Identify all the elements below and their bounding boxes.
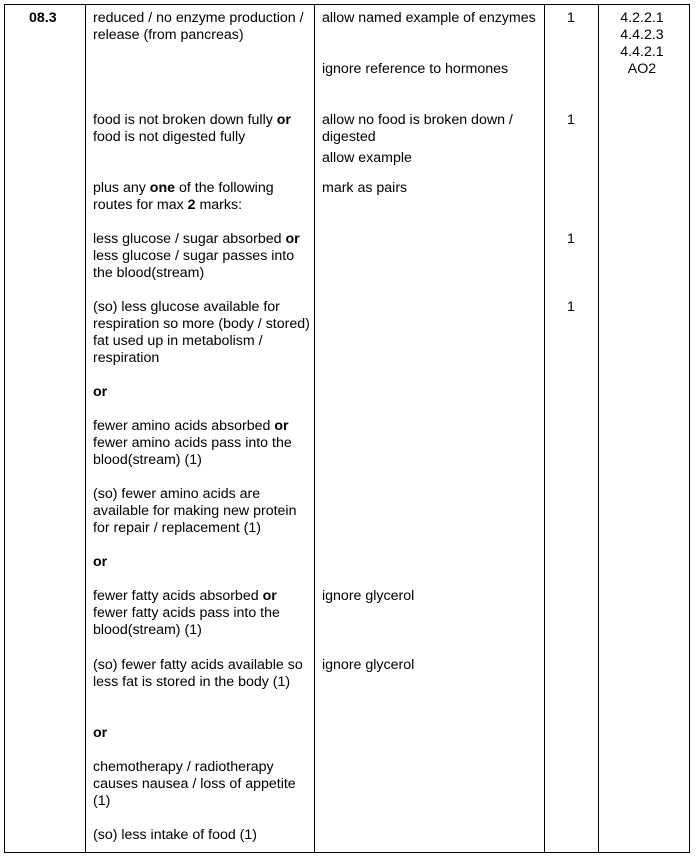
answer-text: less glucose / sugar passes into the blood(stream) xyxy=(93,248,295,281)
answer-point xyxy=(93,10,313,44)
emphasis-text: 2 xyxy=(187,197,196,213)
guidance-note: mark as pairs xyxy=(322,180,408,196)
spec-reference: 4.4.2.3 xyxy=(620,27,664,43)
spec-reference: 4.4.2.1 xyxy=(620,44,664,60)
answer-point xyxy=(93,725,313,742)
emphasis-text: or xyxy=(285,231,300,247)
guidance-note: ignore glycerol xyxy=(322,588,415,604)
spec-reference: 4.2.2.1 xyxy=(620,10,664,26)
answer-point xyxy=(93,180,313,214)
answer-text: plus any xyxy=(93,180,150,196)
mark-value: 1 xyxy=(567,299,575,315)
emphasis-text: or xyxy=(274,418,289,434)
answer-text: food is not broken down fully xyxy=(93,112,277,128)
question-number: 08.3 xyxy=(29,10,57,26)
answer-text: fewer fatty acids absorbed xyxy=(93,588,263,604)
answer-text: (so) fewer amino acids are available for making new protein for repair / replacement (1) xyxy=(93,486,297,536)
ao-references xyxy=(602,10,682,78)
answer-point xyxy=(93,418,313,469)
mark-value: 1 xyxy=(567,231,575,247)
column-divider xyxy=(314,4,315,853)
answer-text: reduced / no enzyme production / release (from pancreas) xyxy=(93,10,304,43)
emphasis-text: or xyxy=(276,112,291,128)
answer-text: (so) less glucose available for respiration so more (body / stored) fat used up in metabolism / respiration xyxy=(93,299,310,366)
answer-text: food is not digested fully xyxy=(93,129,246,145)
answer-text: (so) fewer fatty acids available so less fat is stored in the body (1) xyxy=(93,657,303,690)
answer-point xyxy=(93,554,313,571)
answer-point xyxy=(93,588,313,639)
column-divider xyxy=(544,4,545,853)
guidance-note: allow example xyxy=(322,150,412,166)
emphasis-text: or xyxy=(93,554,108,570)
guidance-note: ignore glycerol xyxy=(322,657,415,673)
answer-text: (so) less intake of food (1) xyxy=(93,827,258,843)
guidance-note: ignore reference to hormones xyxy=(322,61,509,77)
answer-point xyxy=(93,827,313,844)
answer-point xyxy=(93,759,313,810)
mark-value: 1 xyxy=(567,10,575,26)
answer-point xyxy=(93,112,313,146)
answer-text: less glucose / sugar absorbed xyxy=(93,231,286,247)
guidance-note: allow named example of enzymes xyxy=(322,10,536,26)
mark-value: 1 xyxy=(567,112,575,128)
column-divider xyxy=(598,4,599,853)
column-divider xyxy=(85,4,86,853)
emphasis-text: or xyxy=(93,725,108,741)
answer-point xyxy=(93,657,313,691)
answer-text: fewer amino acids pass into the blood(stream) (1) xyxy=(93,435,292,468)
answer-text: fewer amino acids absorbed xyxy=(93,418,275,434)
guidance-note: allow no food is broken down / digested xyxy=(322,112,513,145)
answer-text: fewer fatty acids pass into the blood(stream) (1) xyxy=(93,605,280,638)
assessment-objective: AO2 xyxy=(627,61,657,77)
emphasis-text: or xyxy=(93,384,108,400)
answer-text: marks: xyxy=(195,197,243,213)
answer-point xyxy=(93,384,313,401)
answer-point xyxy=(93,231,313,282)
answer-text: of the following routes for max xyxy=(93,180,274,213)
answer-point xyxy=(93,299,313,367)
emphasis-text: or xyxy=(262,588,277,604)
emphasis-text: one xyxy=(149,180,176,196)
answer-point xyxy=(93,486,313,537)
answer-text: chemotherapy / radiotherapy causes nausea / loss of appetite (1) xyxy=(93,759,296,809)
